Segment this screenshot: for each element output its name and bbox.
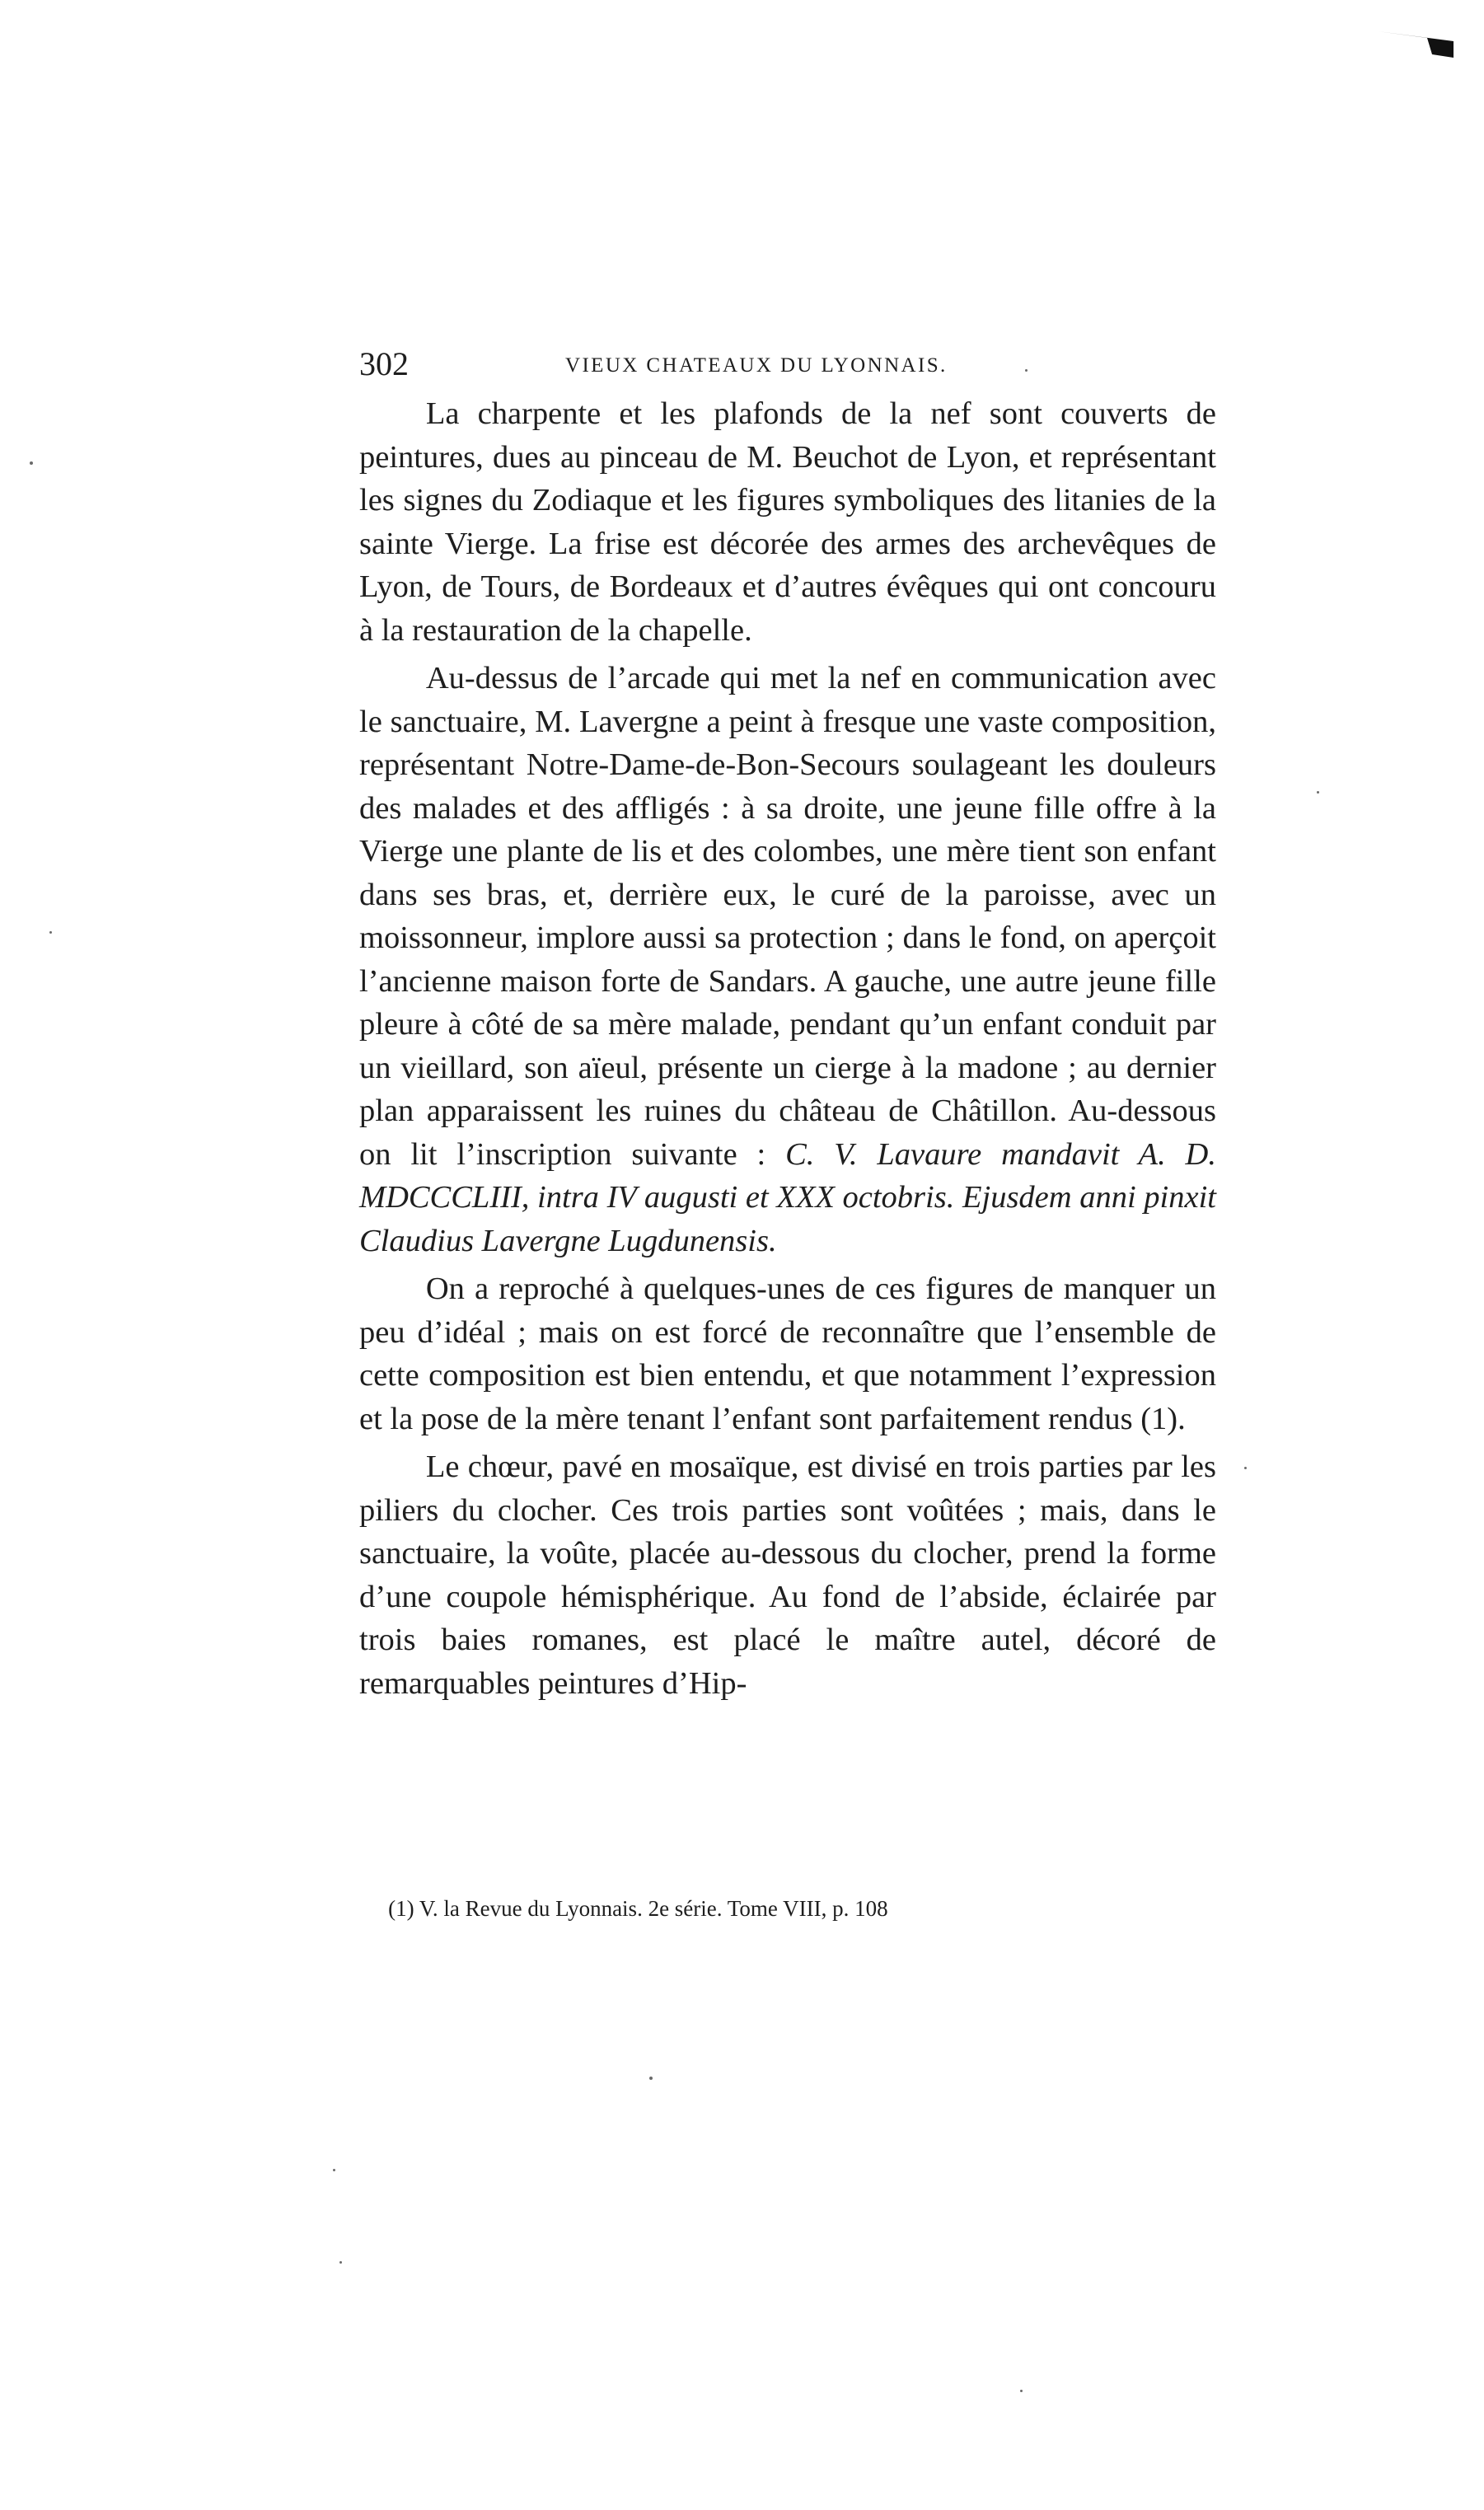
paragraph-1: La charpente et les plafonds de la nef sont couverts de peintures, dues au pinceau de M. Beuchot de Lyon, et représentant les signes du Zodiaque et les figures symboliques des litanies de la sainte Vierge. La frise est décorée des armes des archevêques de Lyon, de Tours, de Bordeaux et d’autres évêques qui ont concouru à la restauration de la chapelle.: [359, 396, 1216, 648]
page-number: 302: [359, 345, 409, 382]
paragraph-2-text: Au-dessus de l’arcade qui met la nef en communication avec le sanctuaire, M. Lavergne a peint à fresque une vaste composition, représentant Notre-Dame-de-Bon-Secours soulageant les douleurs des malades et des affligés : à sa droite, une jeune fille offre à la Vierge une plante de lis et des colombes, une mère tient son enfant dans ses bras, et, derrière eux, le curé de la paroisse, avec un moissonneur, implore aussi sa protection ; dans le fond, on aperçoit l’ancienne maison forte de Sandars. A gauche, une autre jeune fille pleure à côté de sa mère malade, pendant qu’un enfant conduit par un vieillard, son aïeul, présente un cierge à la madone ; au dernier plan apparaissent les ruines du château de Châtillon. Au-dessous on lit l’inscription suivante :: [359, 661, 1216, 1172]
paragraph-4: Le chœur, pavé en mosaïque, est divisé en trois parties par les piliers du clocher. Ces trois parties sont voûtées ; mais, dans le sanctuaire, la voûte, placée au-dessous du clocher, prend la forme d’une coupole hémisphérique. Au fond de l’abside, éclairée par trois baies romanes, est placé le maître autel, décoré de remarquables peintures d’Hip-: [359, 1449, 1216, 1701]
latin-inscription: C. V. Lavaure mandavit A. D. MDCCCLIII, intra IV augusti et XXX octobris. Ejusdem anni pinxit Claudius Lavergne Lugdunensis.: [359, 1136, 1216, 1258]
print-speck: [649, 2077, 653, 2080]
paragraph-2: [359, 657, 1216, 1262]
running-head: VIEUX CHATEAUX DU LYONNAIS.: [565, 354, 948, 377]
print-speck: [1244, 1467, 1247, 1469]
print-speck: [1025, 369, 1028, 372]
print-speck: [1020, 2390, 1023, 2392]
print-speck: [49, 931, 52, 934]
footnote: (1) V. la Revue du Lyonnais. 2e série. Tome VIII, p. 108: [388, 1896, 888, 1921]
body-text: [359, 392, 1216, 1710]
paragraph-3: On a reproché à quelques-unes de ces figures de manquer un peu d’idéal ; mais on est forcé de reconnaître que l’ensemble de cette composition est bien entendu, et que notamment l’expression et la pose de la mère tenant l’enfant sont parfaitement rendus (1).: [359, 1271, 1216, 1436]
print-speck: [333, 2169, 335, 2171]
print-speck: [1317, 791, 1319, 794]
page-header: [359, 340, 1216, 389]
print-speck: [30, 461, 33, 465]
page-corner-mark: [1378, 30, 1454, 58]
print-speck: [339, 2261, 342, 2264]
